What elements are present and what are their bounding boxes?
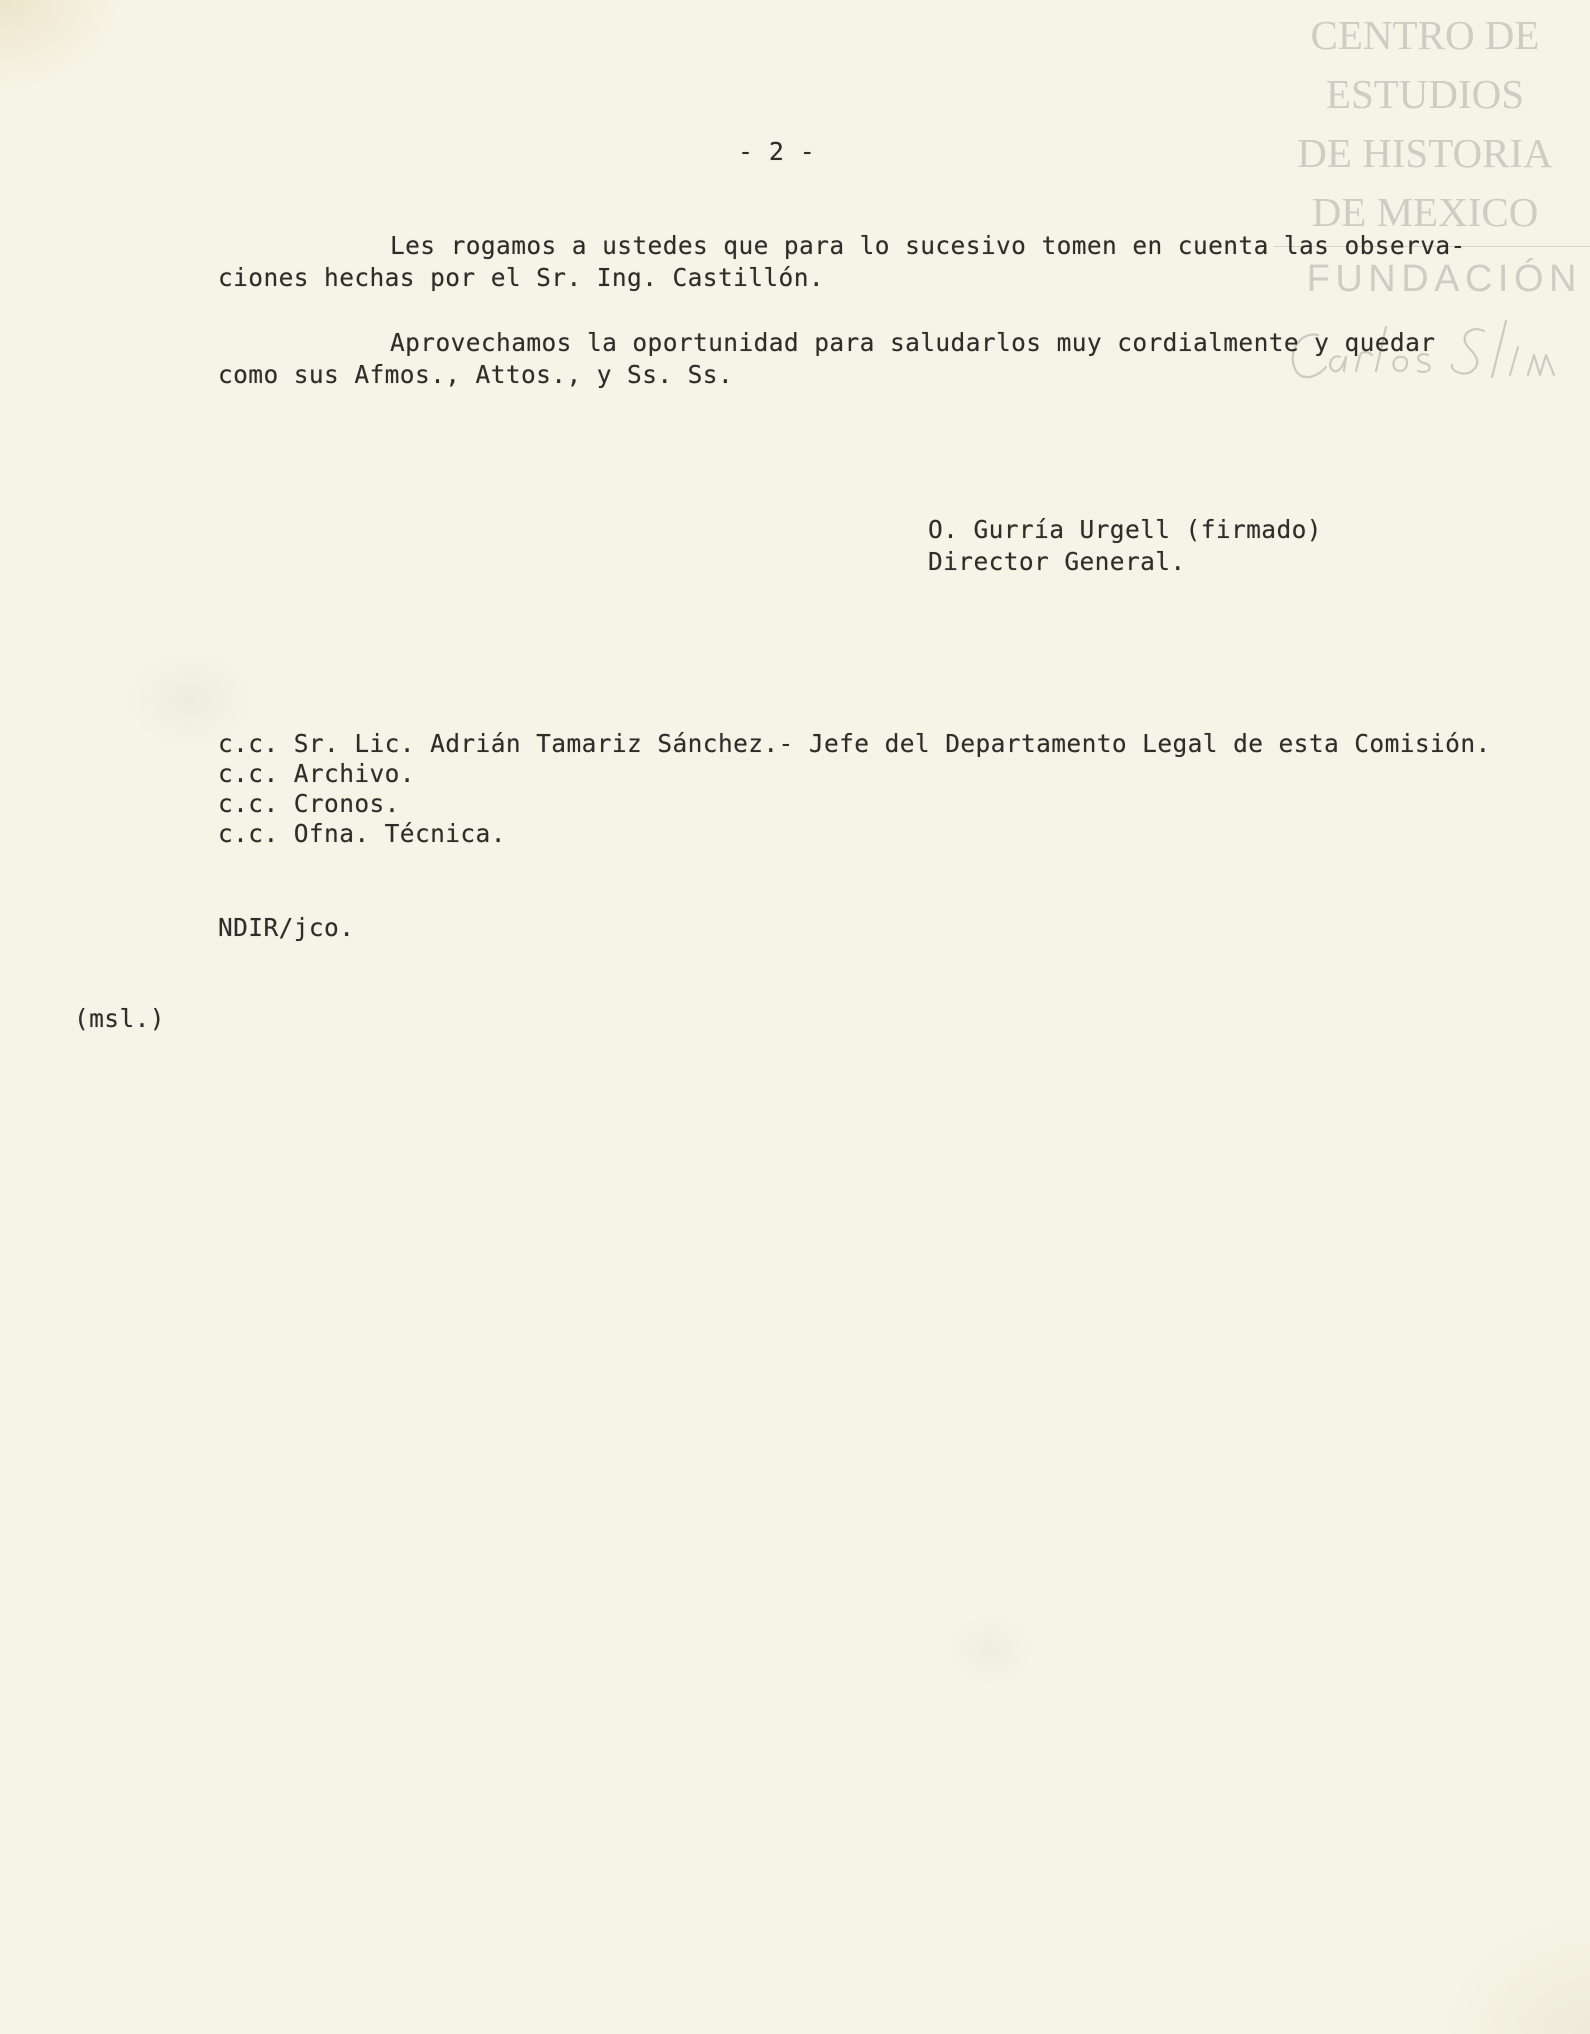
signatory-name: O. Gurría Urgell (firmado) — [928, 515, 1322, 544]
signatory-title: Director General. — [928, 547, 1186, 576]
cc-line: c.c. Cronos. — [218, 789, 400, 818]
paragraph-observaciones — [218, 230, 1548, 294]
watermark-line: ESTUDIOS — [1325, 71, 1525, 117]
cc-line: c.c. Sr. Lic. Adrián Tamariz Sánchez.- Jefe del Departamento Legal de esta Comisión. — [218, 729, 1491, 758]
paragraph-line: como sus Afmos., Attos., y Ss. Ss. — [218, 360, 734, 389]
watermark-line: CENTRO DE — [1310, 12, 1540, 58]
page-number: - 2 - — [738, 137, 816, 166]
watermark-centro-estudios — [1260, 6, 1590, 242]
reference-initials: NDIR/jco. — [218, 913, 355, 942]
paragraph-line: Les rogamos a ustedes que para lo sucesivo tomen en cuenta las observa- — [390, 231, 1466, 260]
signature-block — [928, 514, 1322, 578]
cc-line: c.c. Ofna. Técnica. — [218, 819, 506, 848]
carbon-copy-list — [218, 729, 1578, 849]
paragraph-closing — [218, 327, 1548, 391]
paragraph-line: ciones hechas por el Sr. Ing. Castillón. — [218, 263, 825, 292]
watermark-line: DE HISTORIA — [1297, 130, 1553, 176]
paragraph-line: Aprovechamos la oportunidad para saludarlos muy cordialmente y quedar — [390, 328, 1436, 357]
cc-line: c.c. Archivo. — [218, 759, 415, 788]
typist-initials: (msl.) — [74, 1004, 165, 1033]
watermark-line: DE MEXICO — [1311, 189, 1539, 235]
watermark-foundation: FUNDACIÓN — [1306, 258, 1582, 300]
